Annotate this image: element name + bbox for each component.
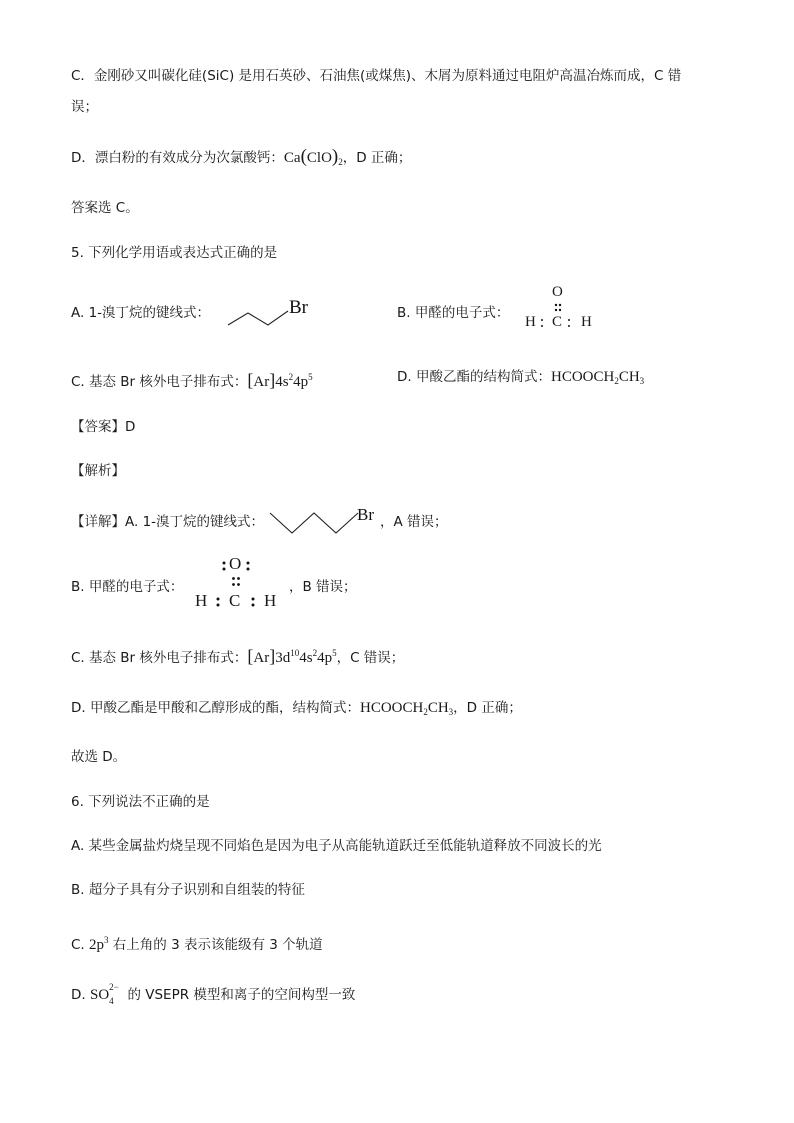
q6-option-b: B. 超分子具有分子识别和自组装的特征	[71, 882, 305, 898]
detail-tag: 【详解】	[71, 514, 125, 530]
detail-d-text: D. 甲酸乙酯是甲酸和乙醇形成的酯，结构简式：	[71, 700, 360, 716]
q4-answer: 答案选 C。	[71, 200, 139, 216]
q5-option-d-label: D. 甲酸乙酯的结构简式：	[397, 369, 551, 385]
bromobutane-skeletal-icon	[226, 291, 316, 331]
q6-option-c: C. $2p^3$ 右上角的 3 表示该能级有 3 个轨道	[71, 935, 323, 953]
q5-option-d	[397, 367, 644, 391]
answer-value: D	[125, 419, 136, 435]
detail-c	[71, 643, 404, 668]
q5-option-c-label: C. 基态 Br 核外电子排布式：	[71, 374, 248, 390]
q5-option-a-label: A. 1-溴丁烷的键线式：	[71, 305, 211, 321]
analysis-tag: 【解析】	[71, 463, 125, 479]
bromo-label-correct: Br	[357, 505, 374, 524]
detail-b	[71, 577, 183, 597]
q5-option-a	[71, 303, 210, 323]
q5-stem: 5. 下列化学用语或表达式正确的是	[71, 245, 278, 261]
q4-option-d-text: D．漂白粉的有效成分为次氯酸钙：	[71, 150, 284, 166]
answer-tag: 【答案】	[71, 419, 125, 435]
electron-config-br-wrong: $[Ar]4s^24p^5$	[247, 370, 313, 390]
detail-d	[71, 698, 522, 722]
q5-option-c	[71, 367, 313, 392]
detail-d-suffix: ，D 正确；	[453, 700, 522, 716]
q4-option-c-line1: C．金刚砂又叫碳化硅(SiC) 是用石英砂、石油焦(或煤焦)、木屑为原料通过电阻炉高温冶炼而成，C 错	[71, 68, 682, 84]
q6-stem: 6. 下列说法不正确的是	[71, 794, 210, 810]
q6-option-a: A. 某些金属盐灼烧呈现不同焰色是因为电子从高能轨道跃迁至低能轨道释放不同波长的光	[71, 838, 602, 854]
ethyl-formate-formula: $HCOOCH_2CH_3$	[550, 369, 645, 386]
q4-option-c-line2: 误；	[71, 99, 98, 115]
detail-a-suffix: ，A 错误；	[380, 514, 448, 530]
electron-config-br-correct: $[Ar]3d^{10}4s^24p^5$	[247, 646, 337, 666]
formaldehyde-electron-formula-small: O H ∶ C ∶ H	[525, 284, 592, 332]
bromo-label: Br	[289, 297, 308, 318]
sulfate-ion-formula: SO 2− 4	[89, 982, 119, 1006]
formula-calcium-hypochlorite: $Ca(ClO)_2$	[283, 146, 343, 167]
q4-option-d	[71, 147, 411, 172]
bromobutane-correct-skeletal-icon	[268, 503, 380, 539]
detail-a	[71, 512, 264, 532]
q4-option-d-suffix: ，D 正确；	[342, 150, 412, 166]
detail-c-suffix: ，C 错误；	[336, 650, 405, 666]
q6-option-d: D. SO 2− 4 的 VSEPR 模型和离子的空间构型一致	[71, 982, 356, 1006]
detail-c-text: C. 基态 Br 核外电子排布式：	[71, 650, 248, 666]
q5-option-b	[397, 303, 509, 323]
orbital-2p3: $2p^3$	[89, 935, 109, 953]
detail-a-text: A. 1-溴丁烷的键线式：	[125, 514, 265, 530]
formaldehyde-electron-formula-correct: O H C H	[195, 554, 277, 610]
q5-conclusion: 故选 D。	[71, 749, 127, 765]
detail-b-suffix: ，B 错误；	[289, 579, 357, 595]
q5-answer	[71, 417, 135, 437]
ethyl-formate-formula-detail: $HCOOCH_2CH_3$	[359, 700, 454, 717]
detail-b-text: B. 甲醛的电子式：	[71, 579, 184, 595]
q5-option-b-label: B. 甲醛的电子式：	[397, 305, 510, 321]
